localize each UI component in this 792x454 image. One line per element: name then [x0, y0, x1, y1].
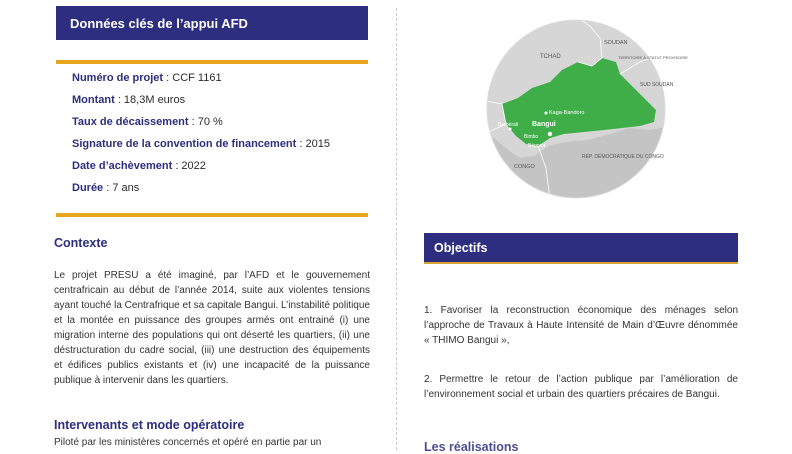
map-dot-bangui — [548, 132, 552, 136]
fact-duration — [72, 177, 330, 199]
map-label-bimbo: Bimbo — [524, 134, 539, 140]
map-label-tchad: TCHAD — [540, 54, 561, 60]
map-label-kaga: Kaga-Bandoro — [549, 110, 585, 116]
objectif-2: 2. Permettre le retour de l’action publique par l’amélioration de l’environnement social et urbain des quartiers précaires de Bangui. — [424, 374, 738, 400]
fact-completion-date — [72, 155, 330, 177]
fact-value: : 2015 — [296, 138, 330, 150]
fact-disbursement-rate — [72, 111, 330, 133]
fact-amount — [72, 89, 330, 111]
column-separator — [396, 8, 397, 450]
fact-label: Taux de décaissement — [72, 116, 189, 128]
key-facts-list — [72, 67, 330, 199]
objectifs-underline — [424, 262, 738, 264]
fact-value: : 18,3M euros — [114, 94, 186, 106]
fact-signature — [72, 133, 330, 155]
fact-label: Signature de la convention de financement — [72, 138, 297, 150]
intervenants-heading: Intervenants et mode opératoire — [54, 418, 245, 432]
map-label-territoire: TERRITOIRE À STATUT PROVISOIRE — [618, 55, 688, 60]
objectif-1: 1. Favoriser la reconstruction économique des ménages selon l’approche de Travaux à Haute Intensité de Main d’Œuvre dénommée « THIMO Bangui », — [424, 305, 738, 346]
realisations-heading: Les réalisations — [424, 440, 519, 454]
fact-value: : 2022 — [172, 160, 206, 172]
gold-rule-bottom — [56, 213, 368, 217]
map-label-congo: CONGO — [514, 164, 535, 170]
fact-label: Date d’achèvement — [72, 160, 173, 172]
map-label-begoua: Bégoua — [528, 143, 546, 149]
fact-label: Montant — [72, 94, 115, 106]
intervenants-paragraph: Piloté par les ministères concernés et opéré en partie par un — [54, 437, 322, 448]
fact-project-number — [72, 67, 330, 89]
fact-label: Numéro de projet — [72, 72, 164, 84]
map-label-soudan: SOUDAN — [604, 40, 628, 46]
map-label-rdc: RÉP. DÉMOCRATIQUE DU CONGO — [582, 154, 664, 160]
contexte-paragraph: Le projet PRESU a été imaginé, par l’AFD et le gouvernement centrafricain au début de l’année 2014, suite aux violentes tensions ayant touché la Centrafrique et sa capitale Bangui. L’instabilité politique et la montée en puissance des groupes armés ont entrainé (i) une migration interne des populations qui ont déserté les quartiers, (ii) une déstructuration du cadre social, (iii) une destruction des équipements et édifices publics existants et (iv) une incapacité de la puissance publique à intervenir dans les quartiers. — [54, 270, 370, 386]
key-data-title: Données clés de l’appui AFD — [70, 15, 248, 31]
map-label-sud-soudan: SUD SOUDAN — [640, 82, 674, 88]
fact-label: Durée — [72, 182, 104, 194]
key-data-banner — [56, 6, 368, 40]
fact-value: : CCF 1161 — [163, 72, 222, 84]
map-dot-kaga — [545, 112, 548, 115]
objectifs-title: Objectifs — [434, 240, 488, 255]
car-location-map — [480, 18, 688, 200]
map-label-berberati: Berbérati — [498, 122, 519, 128]
gold-rule-top — [56, 60, 368, 64]
contexte-heading: Contexte — [54, 236, 108, 250]
map-label-bangui: Bangui — [532, 121, 556, 128]
fact-value: : 70 % — [188, 116, 223, 128]
objectifs-banner — [424, 233, 738, 262]
fact-value: : 7 ans — [103, 182, 140, 194]
